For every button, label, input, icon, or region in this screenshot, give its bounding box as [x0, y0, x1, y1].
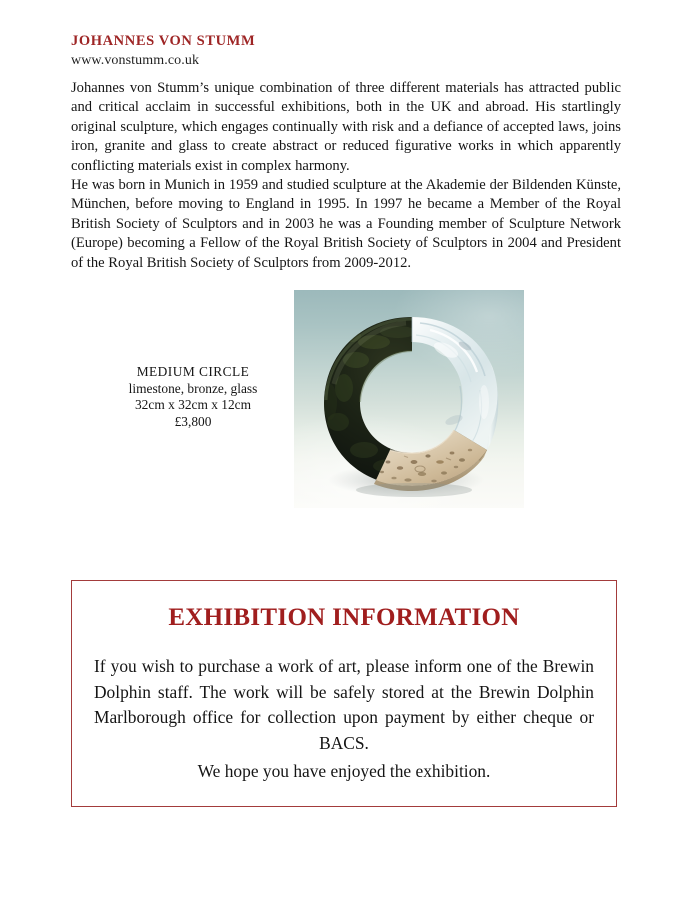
artwork-dimensions: 32cm x 32cm x 12cm: [134, 397, 252, 413]
biography-paragraph-2: He was born in Munich in 1959 and studied sculpture at the Akademie der Bildenden Künste, München, before moving to England in 1995. In 1997 he became a Member of the Royal British Society of Sculptors and in 2003 he was a Founding member of Sculpture Network (Europe) becoming a Fellow of the Royal British Society of Sculptors in 2004 and President of the Royal British Society of Sculptors from 2009-2012.: [71, 177, 621, 271]
exhibition-information-box: [71, 580, 617, 807]
artist-website-link[interactable]: www.vonstumm.co.uk: [71, 53, 200, 68]
exhibition-information-body: If you wish to purchase a work of art, please inform one of the Brewin Dolphin staff. The work will be safely stored at the Brewin Dolphin Marlborough office for collection upon payment by either cheque or BACS.: [94, 656, 594, 753]
sculpture-illustration: [294, 290, 524, 508]
artwork-price: £3,800: [174, 413, 212, 429]
biography-paragraph-1: Johannes von Stumm’s unique combination of three different materials has attracted public and critical acclaim in successful exhibitions, both in the UK and abroad. His startlingly original sculpture, which engages continually with risk and a defiance of accepted laws, joins iron, granite and glass to create abstract or reduced figurative works in which apparently conflicting materials exist in complex harmony.: [71, 80, 621, 174]
artwork-caption: [96, 364, 290, 430]
page-title: JOHANNES VON STUMM: [71, 33, 256, 49]
artwork-photograph: [294, 290, 524, 508]
exhibition-information-title: EXHIBITION INFORMATION: [168, 604, 520, 631]
exhibition-information-closing: We hope you have enjoyed the exhibition.: [197, 761, 491, 781]
artwork-title: MEDIUM CIRCLE: [136, 364, 250, 379]
glass-section: [412, 317, 498, 450]
artwork-materials: limestone, bronze, glass: [128, 380, 258, 396]
